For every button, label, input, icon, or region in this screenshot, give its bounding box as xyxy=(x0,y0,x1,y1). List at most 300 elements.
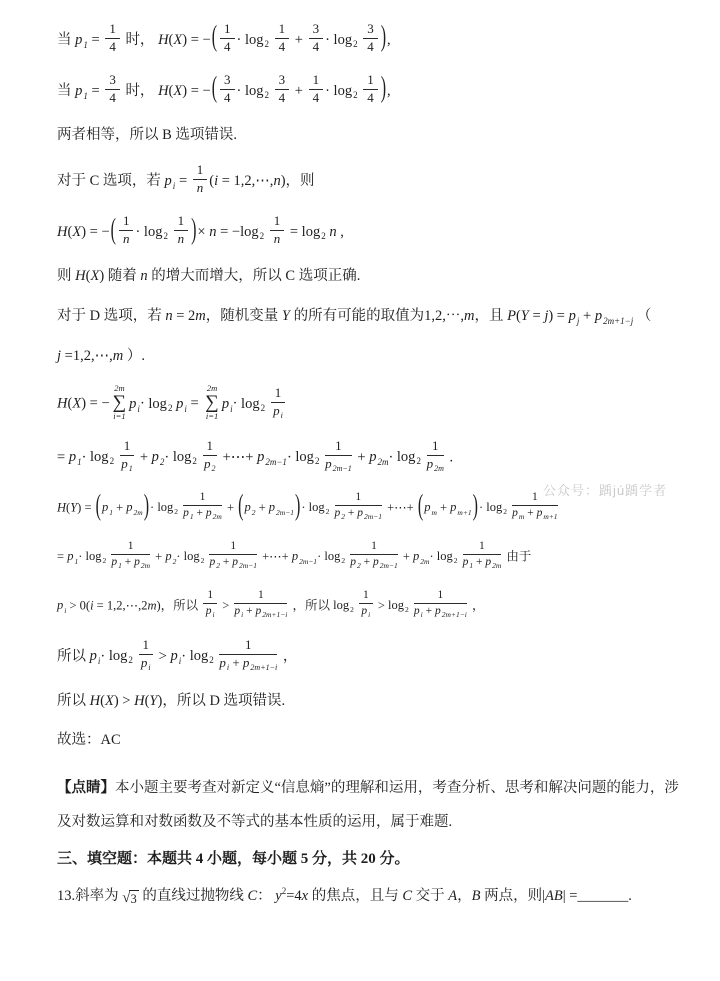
text-run: p xyxy=(129,396,137,413)
text-run: p xyxy=(183,507,189,520)
text-run: 3 xyxy=(109,71,116,87)
subscript: m+1 xyxy=(457,508,472,518)
text-run: = xyxy=(57,449,69,466)
text-run: + xyxy=(524,507,537,520)
text-run: = xyxy=(528,307,545,324)
numerator xyxy=(363,73,378,90)
inequality-reciprocal xyxy=(57,588,700,622)
subscripted-term xyxy=(67,548,78,567)
subscript: i xyxy=(368,610,371,620)
subscript: 2 xyxy=(200,556,205,566)
text-run: i xyxy=(214,173,219,190)
text-run: p xyxy=(244,500,251,515)
text-run xyxy=(106,549,109,563)
watermark: 公众号：踽jú踽学者 xyxy=(543,483,668,498)
hy-expanded xyxy=(57,542,700,573)
subscripted-term xyxy=(241,395,265,415)
subscripted-term xyxy=(435,605,467,620)
text-run: ) = − xyxy=(182,31,211,48)
text-run: ) = xyxy=(548,307,569,324)
text-run: + xyxy=(473,556,486,569)
text-run: + xyxy=(255,500,269,515)
subscript: 2 xyxy=(264,89,270,100)
text-run: · xyxy=(232,396,242,413)
subscripted-term xyxy=(243,656,277,672)
text-run: 1 xyxy=(224,21,231,36)
text-run: 1 xyxy=(245,636,252,652)
text-run: 1 xyxy=(278,21,286,36)
text-run: + xyxy=(219,556,233,569)
text-run: 1 xyxy=(177,213,185,229)
denominator xyxy=(512,506,557,522)
text-run xyxy=(409,598,412,612)
subscripted-term xyxy=(111,556,122,571)
text-run: + xyxy=(360,556,373,569)
text-run: log xyxy=(436,549,453,564)
text-run: p xyxy=(126,500,133,515)
text-run: 1 xyxy=(142,636,150,652)
radical-icon: √ xyxy=(122,890,131,907)
numerator xyxy=(335,491,382,506)
denominator xyxy=(427,456,444,473)
text-run: . xyxy=(445,449,454,466)
subscript: 1 xyxy=(83,39,88,50)
text-run: H xyxy=(158,31,169,48)
subscripted-term xyxy=(152,448,165,468)
subscripted-term xyxy=(309,499,330,517)
text-run: · xyxy=(81,449,91,466)
subscript: 2m xyxy=(212,512,222,522)
subscript: 1 xyxy=(109,508,113,518)
subscripted-term xyxy=(75,31,88,51)
subscript: 2m−1 xyxy=(364,512,382,522)
subscript: 2 xyxy=(259,230,265,241)
subscripted-term xyxy=(144,223,168,243)
text-run: p xyxy=(357,507,364,520)
text-run xyxy=(507,500,510,514)
text-run: ，且 xyxy=(474,307,508,324)
subscripted-term xyxy=(69,448,82,468)
text-run: p xyxy=(291,549,299,564)
denominator xyxy=(219,655,277,672)
subscript: 2 xyxy=(167,403,173,414)
text-run: n xyxy=(273,231,281,247)
subscripted-term xyxy=(269,499,294,518)
text-run: P xyxy=(507,307,516,324)
text-run: > xyxy=(155,648,171,665)
text-run: p xyxy=(536,507,543,520)
text-run: 当 xyxy=(57,82,76,99)
denominator xyxy=(174,231,189,247)
text-run: p xyxy=(255,605,262,618)
subscript: 2m xyxy=(140,561,151,571)
denominator xyxy=(363,90,378,106)
fraction xyxy=(335,491,382,522)
subscripted-term xyxy=(85,548,106,566)
text-run: ( xyxy=(168,82,174,99)
text-run xyxy=(269,83,273,99)
subscripted-term xyxy=(302,223,326,243)
numerator xyxy=(363,22,378,39)
subscript: 1 xyxy=(83,90,88,101)
subscripted-term xyxy=(157,499,178,517)
denominator xyxy=(111,555,150,571)
subscripted-term xyxy=(427,457,444,473)
text-run: ）. xyxy=(123,347,145,364)
subscript: 2 xyxy=(159,457,165,468)
text-run: 1 xyxy=(371,540,377,553)
subscript: m xyxy=(518,512,525,522)
text-run: p xyxy=(165,549,172,564)
numerator xyxy=(275,22,290,39)
subscripted-term xyxy=(204,457,216,473)
section-heading xyxy=(57,849,700,869)
text-run: p xyxy=(176,396,184,413)
subscripted-term xyxy=(595,307,633,327)
subscript: i xyxy=(280,410,283,420)
text-run xyxy=(168,224,172,240)
subscript: 2m−1 xyxy=(299,557,318,567)
sqrt-radical xyxy=(122,890,138,907)
text-run: =4 xyxy=(286,888,302,905)
text-run: ( xyxy=(144,692,150,709)
text-run: 3 xyxy=(224,71,231,87)
subscript: i xyxy=(148,662,151,672)
big-paren: ) xyxy=(472,489,478,522)
denominator xyxy=(309,90,324,106)
subscripted-term xyxy=(437,548,458,566)
subscript: 1 xyxy=(189,512,194,522)
text-run: +⋯+ xyxy=(258,549,292,564)
text-run: p xyxy=(434,605,441,618)
big-paren: ( xyxy=(238,489,244,522)
subscripted-term xyxy=(255,605,287,620)
denominator xyxy=(220,90,235,106)
text-run: H xyxy=(57,500,67,515)
subscript: 2m+1−i xyxy=(262,610,288,620)
option-d-setup-2 xyxy=(57,347,700,367)
text-run: p xyxy=(273,402,280,418)
subscript: 1 xyxy=(77,457,82,468)
text-run: p xyxy=(75,31,83,48)
fraction xyxy=(350,540,397,571)
text-run: ， xyxy=(279,648,298,665)
numerator xyxy=(325,439,352,456)
text-run: + xyxy=(291,82,307,99)
numerator xyxy=(219,638,277,655)
text-run: log xyxy=(244,82,264,99)
subscripted-term xyxy=(102,499,113,518)
text-run: n xyxy=(140,268,148,285)
numerator xyxy=(119,214,134,231)
text-run: p xyxy=(75,82,83,99)
denominator xyxy=(105,90,120,106)
text-run: p xyxy=(121,456,128,471)
denominator xyxy=(203,456,218,473)
text-run: Y xyxy=(520,307,529,324)
subscripted-term xyxy=(486,499,507,517)
text-run: ) = − xyxy=(182,82,211,99)
text-run: 所以 xyxy=(57,692,90,709)
text-run: p xyxy=(151,449,159,466)
subscripted-term xyxy=(109,647,133,667)
text-run: · xyxy=(301,500,309,515)
text-run: log xyxy=(157,500,174,515)
text-run xyxy=(345,549,348,563)
text-run: ) = − xyxy=(81,396,110,413)
text-run: n xyxy=(273,173,281,190)
subscripted-term xyxy=(273,404,283,420)
text-run: · xyxy=(135,223,144,240)
numerator xyxy=(220,22,235,39)
subscript: 2 xyxy=(216,561,220,571)
big-paren: ) xyxy=(191,213,197,246)
numerator xyxy=(183,491,222,506)
text-run: 1 xyxy=(122,213,130,229)
text-run: H xyxy=(158,82,169,99)
subscript: 2m xyxy=(377,457,389,468)
inequality-term xyxy=(57,636,700,674)
denominator xyxy=(193,180,208,196)
subscript: i xyxy=(178,656,182,667)
text-run xyxy=(269,32,273,48)
subscript: 2 xyxy=(350,605,354,615)
subscripted-term xyxy=(173,448,197,468)
lower-limit: i=1 xyxy=(113,410,126,421)
text-run: log xyxy=(396,449,416,466)
text-run: p xyxy=(140,654,148,670)
subscripted-term xyxy=(165,172,176,192)
text-run: )，则 xyxy=(280,173,315,190)
text-run: ( xyxy=(85,268,91,285)
text-run: p xyxy=(170,648,178,665)
text-run: n xyxy=(209,223,217,240)
text-run: 3 xyxy=(367,21,374,36)
subscript: 1 xyxy=(128,464,133,473)
subscript: 2m xyxy=(492,561,502,571)
text-run: · xyxy=(236,82,245,99)
text-run: = − xyxy=(216,223,241,240)
text-run: 4 xyxy=(278,38,286,54)
text-run: y xyxy=(275,888,282,905)
numerator xyxy=(120,439,135,456)
text-run: p xyxy=(424,500,431,515)
subscripted-term xyxy=(234,605,243,620)
subscript: m+1 xyxy=(543,512,558,522)
subscripted-term xyxy=(537,507,558,522)
denominator xyxy=(183,506,222,522)
fraction xyxy=(183,491,222,522)
subscript: 2 xyxy=(356,561,361,571)
text-run: ) = xyxy=(77,500,95,515)
text-run: + xyxy=(436,500,451,515)
subscript: m xyxy=(431,508,437,518)
fraction xyxy=(309,22,324,55)
text-run xyxy=(197,449,201,465)
subscripted-term xyxy=(75,82,88,102)
numerator xyxy=(359,589,373,604)
subscripted-term xyxy=(333,597,354,615)
text-run: 的直线过抛物线 xyxy=(138,888,248,905)
text-run: 1 xyxy=(127,540,134,553)
text-run: + xyxy=(422,605,435,618)
subscripted-term xyxy=(485,556,501,571)
text-run: 对于 C 选项，若 xyxy=(57,173,165,190)
subscript: 2 xyxy=(128,655,133,666)
numerator xyxy=(427,439,444,456)
text-run: log xyxy=(301,223,321,240)
upper-limit: 2m xyxy=(206,383,218,394)
subscript: 2m−1 xyxy=(238,561,257,571)
fraction xyxy=(275,73,290,106)
fraction xyxy=(219,638,277,672)
denominator xyxy=(119,231,134,247)
text-run: p xyxy=(234,605,241,618)
subscripted-term xyxy=(245,82,269,102)
text-run: ( xyxy=(67,396,73,413)
text-run: = xyxy=(175,173,191,190)
subscript: i xyxy=(184,404,187,415)
text-run: log xyxy=(90,449,109,466)
text-run: + xyxy=(121,556,135,569)
fraction xyxy=(120,439,135,473)
text-run: p xyxy=(350,556,356,569)
numerator xyxy=(309,73,324,90)
subscripted-term xyxy=(232,556,257,571)
subscript: i xyxy=(64,606,67,616)
subscript: 2m xyxy=(420,557,430,567)
lower-limit: i=1 xyxy=(205,410,219,421)
fraction xyxy=(220,73,235,106)
text-run: · xyxy=(388,449,397,466)
text-run: = xyxy=(186,396,203,413)
text-run: log xyxy=(85,549,102,564)
subscripted-term xyxy=(206,507,222,522)
text-run: ( xyxy=(67,223,73,240)
text-run xyxy=(329,500,332,514)
text-run: )，所以 D 选项错误. xyxy=(157,692,286,709)
subscript: 2m−1 xyxy=(276,508,295,518)
denominator xyxy=(275,90,290,106)
subscripted-term xyxy=(397,448,421,468)
fraction xyxy=(270,214,285,247)
text-run: · xyxy=(150,500,158,515)
text-run: · xyxy=(325,31,334,48)
text-run: m xyxy=(112,347,124,364)
subscript: 2 xyxy=(174,507,179,517)
big-paren: ( xyxy=(110,213,116,246)
text-run: p xyxy=(512,507,518,520)
text-run: p xyxy=(334,507,341,520)
fraction xyxy=(203,439,218,473)
numerator xyxy=(105,22,120,39)
subscripted-term xyxy=(334,31,358,51)
text-run: m xyxy=(147,598,157,613)
text-run: 三、填空题：本题共 4 小题，每小题 5 分，共 20 分。 xyxy=(57,851,410,868)
text-run: p xyxy=(450,500,457,515)
text-run: , xyxy=(387,31,391,48)
text-run: C xyxy=(402,888,413,905)
text-run: 1 xyxy=(274,384,282,400)
text-run: Y xyxy=(281,307,290,324)
text-run: p xyxy=(221,396,230,413)
numerator xyxy=(105,73,120,90)
conclusion-hx-hy xyxy=(57,692,700,712)
text-run xyxy=(178,500,181,514)
text-run: p xyxy=(372,556,379,569)
text-run: 两点，则 xyxy=(480,888,543,905)
text-run: 1 xyxy=(273,213,281,229)
text-run: + xyxy=(136,449,152,466)
numerator xyxy=(209,540,256,555)
text-run: n xyxy=(122,231,130,247)
text-run xyxy=(421,449,425,465)
text-run: ) 随着 xyxy=(99,268,141,285)
fraction xyxy=(512,491,557,522)
text-run: 则 xyxy=(57,268,76,285)
subscript: 2m xyxy=(133,508,143,518)
numerator xyxy=(350,540,397,555)
numerator xyxy=(271,386,286,403)
text-run: log xyxy=(172,449,192,466)
case-p1-quarter xyxy=(57,21,700,57)
fraction xyxy=(271,386,286,420)
text-run: 4 xyxy=(312,89,320,105)
text-run: 1 xyxy=(531,491,538,504)
text-run: p xyxy=(426,456,434,471)
text-run: n xyxy=(329,223,337,240)
solution-content xyxy=(57,21,700,908)
subscripted-term xyxy=(184,548,205,566)
numerator xyxy=(139,638,154,655)
text-run: + xyxy=(353,449,370,466)
numerator xyxy=(203,439,218,456)
fraction xyxy=(359,589,373,620)
text-run: ， xyxy=(468,598,485,613)
denominator xyxy=(359,604,373,620)
fraction xyxy=(414,589,467,620)
text-run: C xyxy=(247,888,258,905)
fraction xyxy=(220,22,235,55)
subscript: 2m+1−i xyxy=(441,610,467,620)
subscript: 2 xyxy=(503,507,508,517)
text-run xyxy=(354,598,357,612)
subscripted-term xyxy=(369,448,388,468)
fraction xyxy=(174,214,189,247)
text-run: log xyxy=(486,500,503,515)
text-run xyxy=(265,396,269,412)
denominator xyxy=(270,231,285,247)
subscript: 2 xyxy=(325,507,330,517)
text-run: 对于 D 选项，若 xyxy=(57,307,166,324)
option-c-conclusion xyxy=(57,267,700,287)
fraction xyxy=(193,163,208,196)
text-run: 1 xyxy=(206,438,213,454)
denominator xyxy=(120,456,135,473)
upper-limit: 2m xyxy=(114,383,125,394)
option-c-setup xyxy=(57,162,700,198)
text-run: 4 xyxy=(312,38,320,54)
denominator xyxy=(209,555,256,571)
text-run: n xyxy=(177,231,185,247)
text-run: p xyxy=(594,307,603,324)
text-run xyxy=(114,449,118,465)
subscript: 2m xyxy=(434,464,444,473)
subscripted-term xyxy=(209,556,220,571)
subscript: i xyxy=(420,610,423,620)
text-run: + xyxy=(193,507,206,520)
text-run: p xyxy=(219,654,226,670)
